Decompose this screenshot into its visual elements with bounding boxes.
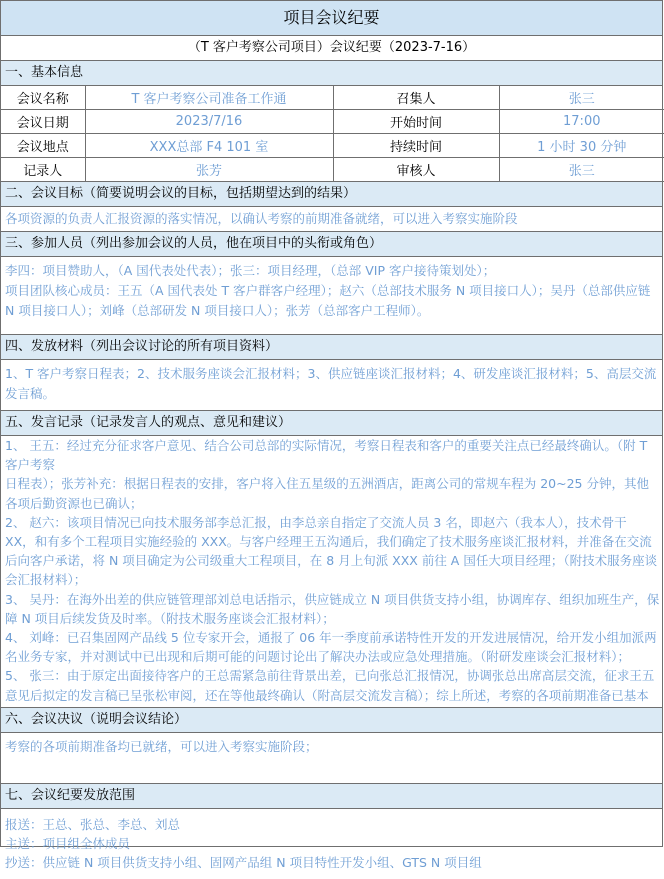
speech-body[interactable] <box>1 436 662 708</box>
label-meeting-date: 会议日期 <box>1 110 85 134</box>
label-convener: 召集人 <box>333 86 499 110</box>
section-participants-heading: 三、参加人员（列出参加会议的人员，他在项目中的头衔或角色） <box>1 232 662 257</box>
label-meeting-name: 会议名称 <box>1 86 85 110</box>
speech-line: 日程表）；张芳补充：根据日程表的安排，客户将入住五星级的五洲酒店，距离公司的常规车程为 20~25 分钟，其他各项后勤资源也已确认； <box>5 476 649 511</box>
section-distribution-heading: 七、会议纪要发放范围 <box>1 784 662 809</box>
speech-line: 1、 王五：经过充分征求客户意见、结合公司总部的实际情况，考察日程表和客户的重要关注点已经最终确认。（附 T 客户考察 <box>5 438 648 473</box>
participants-body[interactable] <box>1 257 662 335</box>
section-materials-heading: 四、发放材料（列出会议讨论的所有项目资料） <box>1 335 662 360</box>
document-subtitle: （T 客户考察公司项目）会议纪要（2023-7-16） <box>1 36 662 61</box>
info-row-meeting-date <box>1 110 664 134</box>
basic-info-table <box>1 86 664 182</box>
speech-line: 5、 张三：由于原定出面接待客户的王总需紧急前往背景出差，已向张总汇报情况，协调张总出席高层交流，征求王五意见后拟定的发言稿已呈张松审阅，还在等他最终确认（附高层交流发言稿）；综上所述，考察的各项前期准备已基本 <box>5 668 655 703</box>
label-meeting-location: 会议地点 <box>1 134 85 158</box>
value-convener[interactable]: 张三 <box>499 86 664 110</box>
label-duration: 持续时间 <box>333 134 499 158</box>
label-reviewer: 审核人 <box>333 158 499 182</box>
info-row-meeting-name <box>1 86 664 110</box>
section-speech-heading: 五、发言记录（记录发言人的观点、意见和建议） <box>1 411 662 436</box>
info-row-recorder <box>1 158 664 182</box>
label-start-time: 开始时间 <box>333 110 499 134</box>
section-basic-info-heading: 一、基本信息 <box>1 61 662 86</box>
distribution-line: 报送：王总、张总、李总、刘总 <box>5 817 181 832</box>
materials-text[interactable]: 1、T 客户考察日程表；2、技术服务座谈会汇报材料；3、供应链座谈汇报材料；4、研发座谈汇报材料；5、高层交流发言稿。 <box>1 360 662 411</box>
resolution-text[interactable]: 考察的各项前期准备均已就绪，可以进入考察实施阶段； <box>1 733 662 784</box>
value-meeting-date[interactable]: 2023/7/16 <box>85 110 333 134</box>
value-meeting-name[interactable]: T 客户考察公司准备工作通 <box>85 86 333 110</box>
section-goal-heading: 二、会议目标（简要说明会议的目标，包括期望达到的结果） <box>1 182 662 207</box>
value-reviewer[interactable]: 张三 <box>499 158 664 182</box>
value-recorder[interactable]: 张芳 <box>85 158 333 182</box>
participants-line: 李四：项目赞助人，（A 国代表处代表）；张三：项目经理，（总部 VIP 客户接待策划处）； <box>5 263 496 278</box>
value-duration[interactable]: 1 小时 30 分钟 <box>499 134 664 158</box>
value-meeting-location[interactable]: XXX总部 F4 101 室 <box>85 134 333 158</box>
distribution-line: 抄送：供应链 N 项目供货支持小组、固网产品组 N 项目特性开发小组、GTS N 项目组 <box>5 855 482 870</box>
speech-line: 3、 吴丹：在海外出差的供应链管理部刘总电话指示，供应链成立 N 项目供货支持小组，协调库存、组织加班生产，保障 N 项目后续发货及时率。（附技术服务座谈会汇报材料）； <box>5 591 660 626</box>
speech-line: 2、 赵六：该项目情况已向技术服务部李总汇报，由李总亲自指定了交流人员 3 名，即赵六（我本人），技术骨干 XX，和有多个工程项目实施经验的 XXX。与客户经理王五沟通后，我们确定了技术服务座谈汇报材料，并准备在交流后向客户承诺，将 N 项目确定为公司级重大工程项目，在 8 月上旬派 XXX 前往 A 国任大项目经理；（附技术服务座谈会汇报材料）； <box>5 514 658 588</box>
label-recorder: 记录人 <box>1 158 85 182</box>
distribution-body[interactable] <box>1 809 662 879</box>
participants-line: 项目团队核心成员：王五（A 国代表处 T 客户群客户经理）；赵六（总部技术服务 N 项目接口人）；吴丹（总部供应链 N 项目接口人）；刘峰（总部研发 N 项目接口人）；张芳（总部客户工程师）。 <box>5 283 651 318</box>
info-row-meeting-location <box>1 134 664 158</box>
speech-line: 4、 刘峰：已召集固网产品线 5 位专家开会，通报了 06 年一季度前承诺特性开发的开发进展情况，给开发小组加派两名业务专家，并对测试中已出现和后期可能的问题讨论出了解决办法或应急处理措施。（附研发座谈会汇报材料）； <box>5 630 657 665</box>
distribution-line: 主送：项目组全体成员 <box>5 836 131 851</box>
document-title: 项目会议纪要 <box>1 1 662 36</box>
section-resolution-heading: 六、会议决议（说明会议结论） <box>1 708 662 733</box>
goal-text[interactable]: 各项资源的负责人汇报资源的落实情况，以确认考察的前期准备就绪，可以进入考察实施阶段 <box>1 207 662 232</box>
value-start-time[interactable]: 17:00 <box>499 110 664 134</box>
